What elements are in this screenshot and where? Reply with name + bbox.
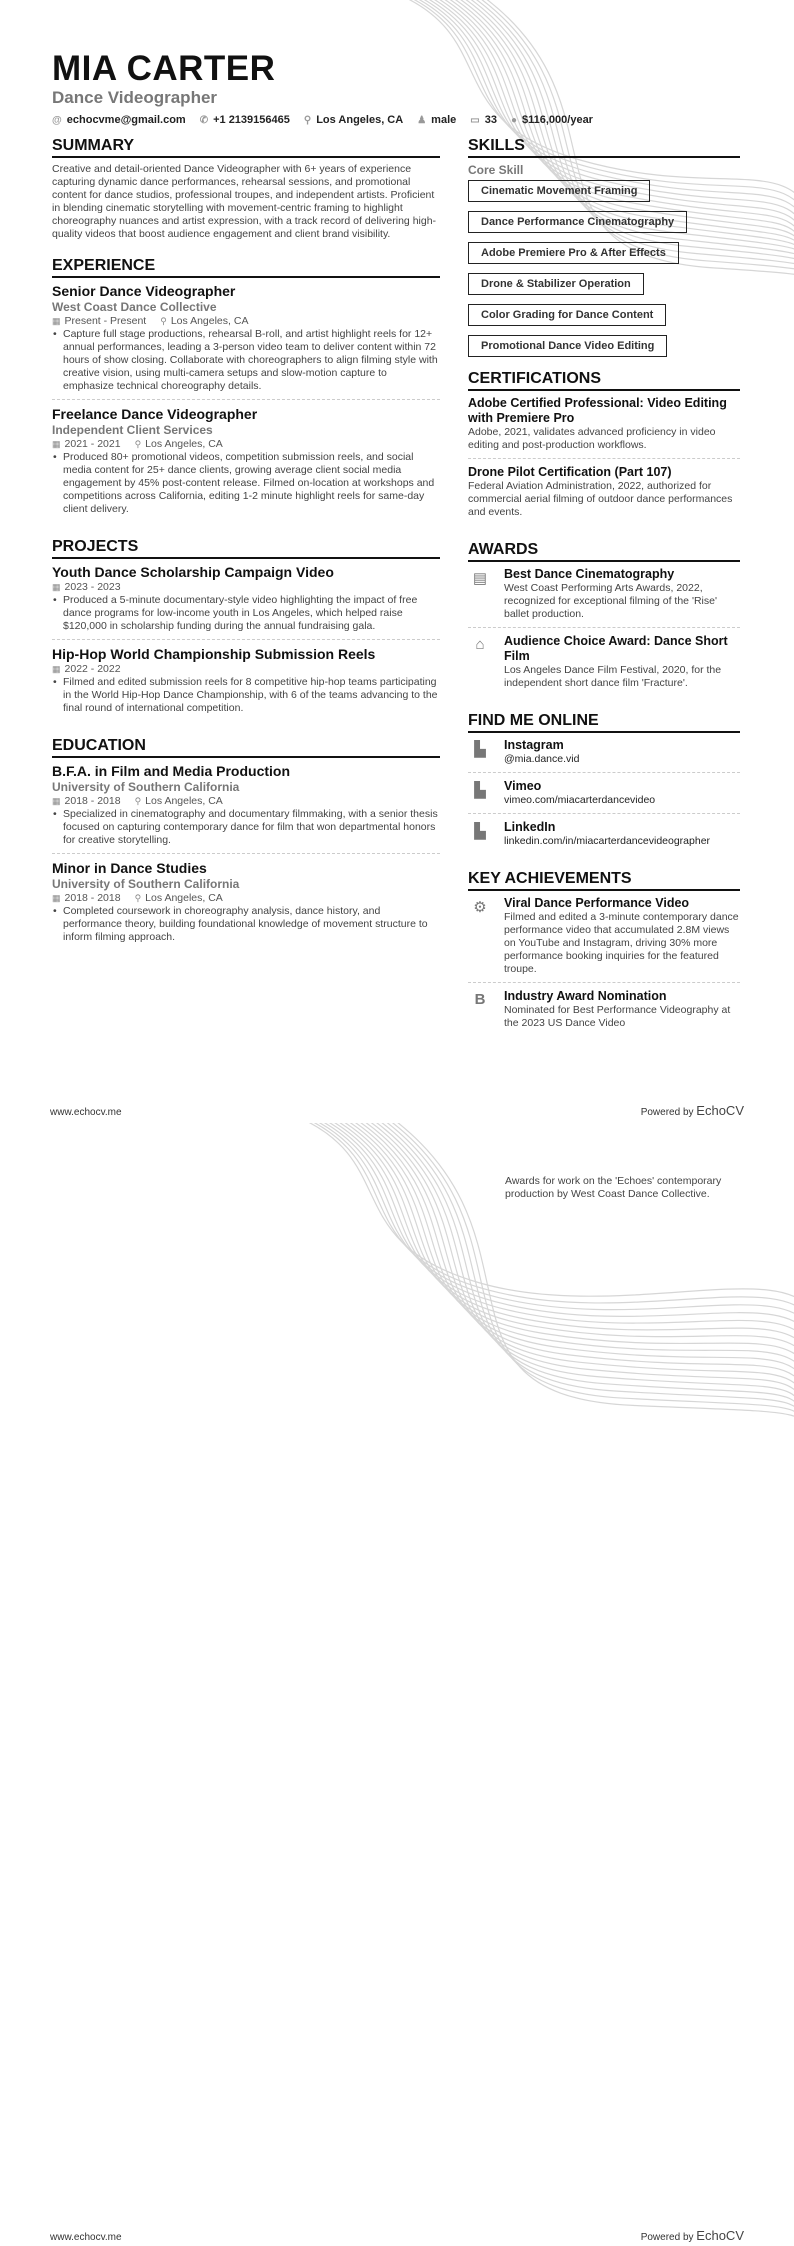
- item-meta: [52, 663, 440, 676]
- bullet-item: • Produced a 5-minute documentary-style video highlighting the impact of free dance programs for low-income youth in Los Angeles, which helped raise $120,000 in scholarship funding during the annual fundraising gala.: [52, 594, 440, 633]
- awards-item: [468, 567, 740, 628]
- phone-icon: ✆: [199, 115, 209, 126]
- location-icon: ⚲: [160, 316, 167, 326]
- entry: [52, 646, 440, 721]
- education-section: [52, 737, 440, 950]
- footer-website[interactable]: www.echocv.me: [50, 1107, 122, 1118]
- item-text[interactable]: linkedin.com/in/miacarterdancevideographer: [504, 835, 711, 847]
- projects-section: [52, 538, 440, 721]
- skill-category: Core Skill: [468, 163, 524, 177]
- entry-title: Hip-Hop World Championship Submission Reels: [52, 646, 376, 662]
- contact-item[interactable]: [200, 114, 290, 126]
- wave-line: [359, 1123, 794, 1417]
- entry-title: Freelance Dance Videographer: [52, 406, 258, 422]
- section-heading: EXPERIENCE: [52, 257, 440, 278]
- location-text: Los Angeles, CA: [145, 892, 223, 904]
- contact-text: echocvme@gmail.com: [66, 114, 186, 126]
- wave-line: [386, 1123, 794, 1453]
- calendar-icon: ▭: [470, 115, 480, 126]
- item-body: [504, 820, 710, 848]
- item-text[interactable]: vimeo.com/miacarterdancevideo: [504, 794, 656, 806]
- entry-title: Youth Dance Scholarship Campaign Video: [52, 564, 334, 580]
- location-icon: ⚲: [134, 439, 142, 449]
- item-title: Industry Award Nomination: [504, 989, 667, 1003]
- entry-organization: West Coast Dance Collective: [52, 300, 217, 314]
- calendar-icon: ▦: [52, 796, 61, 806]
- calendar-icon: ▦: [52, 664, 61, 674]
- section-heading: AWARDS: [468, 541, 740, 562]
- file-text-icon: ▙: [474, 782, 486, 799]
- item-title: LinkedIn: [504, 820, 556, 834]
- contact-item[interactable]: [304, 114, 403, 126]
- wave-line: [354, 1123, 794, 1408]
- wave-line: [332, 1123, 794, 1372]
- footer-powered: Powered by EchoCV: [640, 1103, 744, 1118]
- date-range: [52, 663, 121, 676]
- cert-title: Drone Pilot Certification (Part 107): [468, 465, 672, 479]
- candidate-name: MIA CARTER: [52, 49, 276, 88]
- awards-item: [468, 634, 740, 696]
- item-title: Best Dance Cinematography: [504, 567, 675, 581]
- summary-section: [52, 137, 440, 241]
- achievements-section: [468, 870, 740, 1036]
- right-column: [468, 137, 740, 1036]
- skill-tag: Dance Performance Cinematography: [468, 211, 687, 233]
- bullet-item: • Specialized in cinematography and documentary filmmaking, with a senior thesis focused on capturing contemporary dance for film that won departmental honors for creative storytelling.: [52, 808, 440, 847]
- location-text: Los Angeles, CA: [145, 795, 223, 807]
- date-text: Present - Present: [64, 315, 147, 327]
- candidate-title: Dance Videographer: [52, 88, 218, 107]
- item-text: Los Angeles Dance Film Festival, 2020, for the independent short dance film 'Fracture'.: [504, 664, 722, 689]
- cert-title: Adobe Certified Professional: Video Editing with Premiere Pro: [468, 396, 727, 425]
- wave-line: [316, 1123, 794, 1345]
- archive-icon: ▤: [472, 570, 488, 587]
- contact-text: 33: [484, 114, 497, 126]
- date-range: [52, 581, 121, 594]
- online-section: [468, 712, 740, 854]
- calendar-icon: ▦: [52, 893, 61, 903]
- summary-text: Creative and detail-oriented Dance Videographer with 6+ years of experience capturing dynamic dance performances, rehearsal sessions, and promotional content for dance studios, professional troupes, and independent artists. Proficient in blending cinematic storytelling with movement-centric framing to highlight choreography nuances and artist expression, with a track record of delivering high-quality videos that boost audience engagement and client brand visibility.: [52, 163, 437, 240]
- bullet-list: [52, 808, 440, 847]
- skill-tag: Color Grading for Dance Content: [468, 304, 666, 326]
- contact-text: male: [431, 114, 457, 126]
- date-range: [52, 892, 121, 905]
- item-text: Nominated for Best Performance Videography at the 2023 US Dance Video: [504, 1004, 731, 1029]
- gear-icon: ⚙: [473, 899, 487, 916]
- item-body: [504, 779, 655, 807]
- contact-list: [52, 114, 752, 126]
- skill-tag: Promotional Dance Video Editing: [468, 335, 667, 357]
- brand-logo: EchoCV: [696, 2228, 744, 2243]
- entry-title: Senior Dance Videographer: [52, 283, 236, 299]
- contact-item[interactable]: [52, 114, 186, 126]
- wave-line: [392, 1123, 794, 1453]
- location: [135, 795, 223, 808]
- online-item[interactable]: [468, 820, 740, 854]
- section-heading: PROJECTS: [52, 538, 440, 559]
- item-title: Audience Choice Award: Dance Short Film: [504, 634, 728, 663]
- bank-icon: ⌂: [475, 636, 485, 653]
- person-icon: ♟: [417, 115, 427, 126]
- cert-text: Adobe, 2021, validates advanced proficiency in video editing and post-production workflows.: [468, 426, 716, 451]
- entry-organization: Independent Client Services: [52, 423, 213, 437]
- location: [135, 892, 223, 905]
- item-meta: [52, 581, 440, 594]
- item-body: [504, 738, 579, 766]
- item-text[interactable]: @mia.dance.vid: [504, 753, 580, 765]
- entry: [52, 283, 440, 400]
- wave-line: [322, 1123, 794, 1354]
- certification-item: [468, 396, 740, 459]
- at-icon: @: [52, 115, 62, 126]
- bullet-item: • Capture full stage productions, rehearsal B-roll, and artist highlight reels for 12+ annual performances, leading a 3-person video team to deliver content within 72 hours of show closing. Collaborate with choreographers to align filming style with creative vision, using multi-camera setups and slow-motion capture to emphasize technical choreography details.: [52, 328, 440, 393]
- contact-item[interactable]: [511, 114, 593, 126]
- item-meta: [52, 438, 440, 451]
- resume-page-2: [0, 1123, 794, 2246]
- achievements-item: [468, 989, 740, 1036]
- page-footer: [50, 2228, 744, 2243]
- location: [160, 315, 248, 328]
- date-range: [52, 438, 121, 451]
- bullet-list: [52, 451, 440, 516]
- entry: [52, 406, 440, 522]
- footer-powered: Powered by EchoCV: [640, 2228, 744, 2243]
- skill-tag: Drone & Stabilizer Operation: [468, 273, 644, 295]
- section-heading: SUMMARY: [52, 137, 440, 158]
- calendar-icon: ▦: [52, 439, 61, 449]
- certifications-section: [468, 370, 740, 525]
- bold-b-icon: B: [474, 991, 486, 1008]
- item-title: Vimeo: [504, 779, 542, 793]
- section-heading: KEY ACHIEVEMENTS: [468, 870, 740, 891]
- wave-line: [381, 1123, 794, 1453]
- page-footer: [50, 1103, 744, 1118]
- wave-line: [370, 1123, 794, 1435]
- location-icon: ⚲: [303, 115, 312, 126]
- item-body: [504, 567, 740, 621]
- item-text: West Coast Performing Arts Awards, 2022, recognized for exceptional filming of the 'Rise' ballet production.: [504, 582, 717, 620]
- wave-decoration: [180, 1123, 794, 1453]
- location-text: Los Angeles, CA: [170, 315, 249, 327]
- item-body: [504, 989, 740, 1030]
- wave-line: [305, 1123, 794, 1327]
- bullet-list: [52, 594, 440, 633]
- file-dollar-icon: ▙: [474, 741, 486, 758]
- location-icon: ⚲: [134, 893, 142, 903]
- entry: [52, 860, 440, 950]
- calendar-icon: ▦: [52, 582, 61, 592]
- bullet-list: [52, 905, 440, 944]
- date-text: 2022 - 2022: [64, 663, 121, 675]
- date-text: 2023 - 2023: [64, 581, 121, 593]
- entry: [52, 763, 440, 854]
- online-item[interactable]: [468, 779, 740, 814]
- item-body: [504, 634, 740, 690]
- contact-text: +1 2139156465: [213, 114, 290, 126]
- brand-logo: EchoCV: [696, 1103, 744, 1118]
- section-heading: EDUCATION: [52, 737, 440, 758]
- wave-line: [327, 1123, 794, 1363]
- bullet-list: [52, 328, 440, 393]
- date-text: 2018 - 2018: [64, 892, 121, 904]
- date-text: 2018 - 2018: [64, 795, 121, 807]
- item-body: [504, 896, 740, 976]
- date-range: [52, 795, 121, 808]
- entry-title: Minor in Dance Studies: [52, 860, 207, 876]
- date-range: [52, 315, 146, 328]
- achievements-item: [468, 896, 740, 983]
- entry-organization: University of Southern California: [52, 780, 240, 794]
- wave-line: [343, 1123, 794, 1390]
- coin-icon: ●: [510, 115, 517, 126]
- online-item[interactable]: [468, 738, 740, 773]
- location-text: Los Angeles, CA: [145, 438, 223, 450]
- item-title: Viral Dance Performance Video: [504, 896, 690, 910]
- certification-item: [468, 465, 740, 525]
- entry-title: B.F.A. in Film and Media Production: [52, 763, 291, 779]
- wave-line: [365, 1123, 794, 1426]
- wave-line: [376, 1123, 794, 1444]
- contact-item[interactable]: [417, 114, 456, 126]
- wave-line: [311, 1123, 794, 1336]
- item-meta: [52, 315, 440, 328]
- contact-item[interactable]: [470, 114, 497, 126]
- section-heading: SKILLS: [468, 137, 740, 158]
- entry: [52, 564, 440, 640]
- wave-line: [338, 1123, 794, 1381]
- experience-section: [52, 257, 440, 522]
- bullet-item: • Produced 80+ promotional videos, competition submission reels, and social media content for 25+ dance clients, growing average client social media engagement by 45% post-content release. Filmed on-location at workshops and competitions across California, editing 1-2 minute highlight reels for same-day client delivery.: [52, 451, 440, 516]
- item-text: Filmed and edited a 3-minute contemporary dance performance video that accumulated 2.8M views on YouTube and Instagram, driving 30% more performance booking inquiries for the featured troupe.: [504, 911, 739, 975]
- item-meta: [52, 892, 440, 905]
- bullet-item: • Filmed and edited submission reels for 8 competitive hip-hop teams participating in the World Hip-Hop Dance Championship, with 6 of the teams advancing to the final round of international competition.: [52, 676, 440, 715]
- skills-section: [468, 137, 740, 366]
- entry-organization: University of Southern California: [52, 877, 240, 891]
- section-heading: FIND ME ONLINE: [468, 712, 740, 733]
- cert-text: Federal Aviation Administration, 2022, authorized for commercial aerial filming of outdoor dance performances and events.: [468, 480, 733, 518]
- file-euro-icon: ▙: [474, 823, 486, 840]
- contact-text: $116,000/year: [522, 114, 593, 126]
- footer-website[interactable]: www.echocv.me: [50, 2232, 122, 2243]
- skill-tag: Adobe Premiere Pro & After Effects: [468, 242, 679, 264]
- wave-line: [349, 1123, 794, 1399]
- location-icon: ⚲: [134, 796, 142, 806]
- wave-line: [300, 1123, 794, 1318]
- item-meta: [52, 795, 440, 808]
- contact-text: Los Angeles, CA: [316, 114, 404, 126]
- resume-header: [52, 50, 752, 126]
- left-column: [52, 137, 440, 950]
- item-title: Instagram: [504, 738, 564, 752]
- achievement-continuation: Awards for work on the 'Echoes' contemporary production by West Coast Dance Collective.: [505, 1175, 722, 1200]
- location: [135, 438, 223, 451]
- date-text: 2021 - 2021: [64, 438, 121, 450]
- calendar-icon: ▦: [52, 316, 61, 326]
- bullet-list: [52, 676, 440, 715]
- skill-tag: Cinematic Movement Framing: [468, 180, 650, 202]
- awards-section: [468, 541, 740, 696]
- bullet-item: • Completed coursework in choreography analysis, dance history, and performance theory, building foundational knowledge of movement structure to inform filming approach.: [52, 905, 440, 944]
- section-heading: CERTIFICATIONS: [468, 370, 740, 391]
